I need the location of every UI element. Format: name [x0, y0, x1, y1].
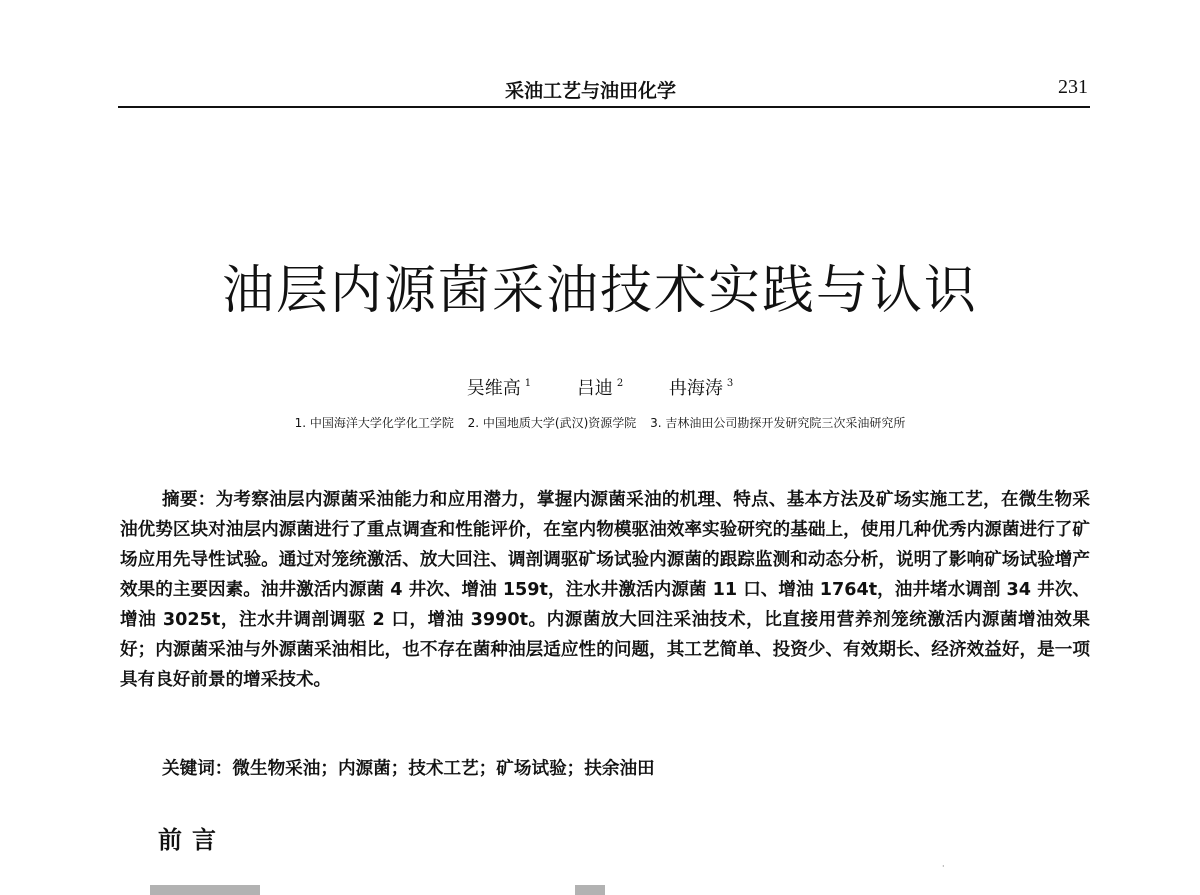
- journal-header: 采油工艺与油田化学: [505, 80, 677, 102]
- author-affiliation-mark: 3: [726, 378, 734, 389]
- keywords-text: 微生物采油；内源菌；技术工艺；矿场试验；扶余油田: [232, 759, 655, 779]
- affiliation: 2. 中国地质大学(武汉)资源学院: [467, 416, 637, 430]
- author-name: 吴维高: [466, 378, 521, 399]
- author-name: 冉海涛: [668, 378, 723, 399]
- author: [577, 374, 623, 400]
- author: [467, 374, 531, 400]
- abstract: [120, 485, 1090, 695]
- paper-title: 油层内源菌采油技术实践与认识: [221, 261, 978, 321]
- abstract-text: 为考察油层内源菌采油能力和应用潜力，掌握内源菌采油的机理、特点、基本方法及矿场实施工艺，在微生物采油优势区块对油层内源菌进行了重点调查和性能评价，在室内物模驱油效率实验研究的基础上，使用几种优秀内源菌进行了矿场应用先导性试验。通过对笼统激活、放大回注、调剖调驱矿场试验内源菌的跟踪监测和动态分析，说明了影响矿场试验增产效果的主要因素。油井激活内源菌 4 井次、增油 159t，注水井激活内源菌 11 口、增油 1764t，油井堵水调剖 34 井次、增油 3025t，注水井调剖调驱 2 口，增油 3990t。内源菌放大回注采油技术，比直接用营养剂笼统激活内源菌增油效果好；内源菌采油与外源菌采油相比，也不存在菌种油层适应性的问题，其工艺简单、投资少、有效期长、经济效益好，是一项具有良好前景的增采技术。: [120, 490, 1090, 690]
- author-name: 吕迪: [576, 378, 613, 399]
- keywords-label: 关键词：: [162, 759, 233, 779]
- author: [669, 374, 733, 400]
- cut-off-text-line: [575, 885, 605, 895]
- scan-speck: ·: [942, 862, 945, 871]
- section-heading: 前言: [158, 826, 226, 854]
- affiliation-list: [0, 414, 1200, 431]
- affiliation: 3. 吉林油田公司勘探开发研究院三次采油研究所: [650, 416, 906, 430]
- author-affiliation-mark: 1: [524, 378, 532, 389]
- header-rule: [118, 106, 1090, 108]
- page-number: 231: [1058, 76, 1088, 98]
- affiliation: 1. 中国海洋大学化学化工学院: [294, 416, 454, 430]
- author-list: [0, 374, 1200, 400]
- keywords: [162, 755, 655, 780]
- abstract-label: 摘要：: [162, 490, 216, 510]
- cut-off-text-line: [150, 885, 260, 895]
- author-affiliation-mark: 2: [616, 378, 624, 389]
